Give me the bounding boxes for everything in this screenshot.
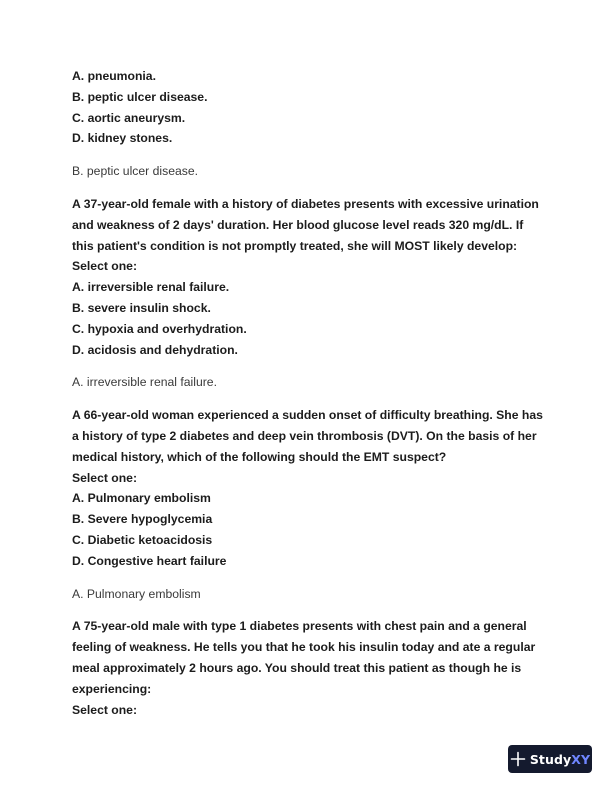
question-line: A 37-year-old female with a history of diabetes presents with excessive urination xyxy=(72,196,539,211)
question-line: A 75-year-old male with type 1 diabetes presents with chest pain and a general xyxy=(72,619,527,634)
option-b: B. peptic ulcer disease. xyxy=(72,89,208,104)
studyxy-logo-text xyxy=(530,752,590,767)
question-line: a history of type 2 diabetes and deep vein thrombosis (DVT). On the basis of her xyxy=(72,428,537,443)
option-a: A. Pulmonary embolism xyxy=(72,491,211,506)
question-line: medical history, which of the following should the EMT suspect? xyxy=(72,449,447,464)
answer-text: B. peptic ulcer disease. xyxy=(72,164,199,179)
question-block-3 xyxy=(72,405,542,604)
answer-text: A. irreversible renal failure. xyxy=(72,375,217,390)
option-d: D. Congestive heart failure xyxy=(72,553,227,568)
document-page xyxy=(72,66,542,720)
option-c: C. hypoxia and overhydration. xyxy=(72,321,247,336)
option-c: C. Diabetic ketoacidosis xyxy=(72,532,213,547)
option-b: B. severe insulin shock. xyxy=(72,300,211,315)
option-b: B. Severe hypoglycemia xyxy=(72,512,213,527)
question-block-4 xyxy=(72,616,542,720)
select-one-label: Select one: xyxy=(72,259,138,274)
question-line: this patient's condition is not promptly treated, she will MOST likely develop: xyxy=(72,238,518,253)
question-line: meal approximately 2 hours ago. You should treat this patient as though he is xyxy=(72,660,522,675)
plus-icon xyxy=(510,751,526,767)
option-d: D. kidney stones. xyxy=(72,131,173,146)
question-line: experiencing: xyxy=(72,681,152,696)
brand-main: Study xyxy=(529,751,572,767)
answer-text: A. Pulmonary embolism xyxy=(72,586,201,601)
question-block-2 xyxy=(72,194,542,393)
brand-accent: XY xyxy=(571,751,591,767)
question-line: feeling of weakness. He tells you that he took his insulin today and ate a regular xyxy=(72,640,536,655)
select-one-label: Select one: xyxy=(72,702,138,717)
option-a: A. irreversible renal failure. xyxy=(72,280,230,295)
question-line: and weakness of 2 days' duration. Her blood glucose level reads 320 mg/dL. If xyxy=(72,217,524,232)
question-block-1 xyxy=(72,66,542,182)
studyxy-badge[interactable] xyxy=(508,745,592,773)
select-one-label: Select one: xyxy=(72,470,138,485)
option-d: D. acidosis and dehydration. xyxy=(72,342,238,357)
option-a: A. pneumonia. xyxy=(72,69,156,83)
question-line: A 66-year-old woman experienced a sudden onset of difficulty breathing. She has xyxy=(72,408,543,423)
option-c: C. aortic aneurysm. xyxy=(72,110,186,125)
